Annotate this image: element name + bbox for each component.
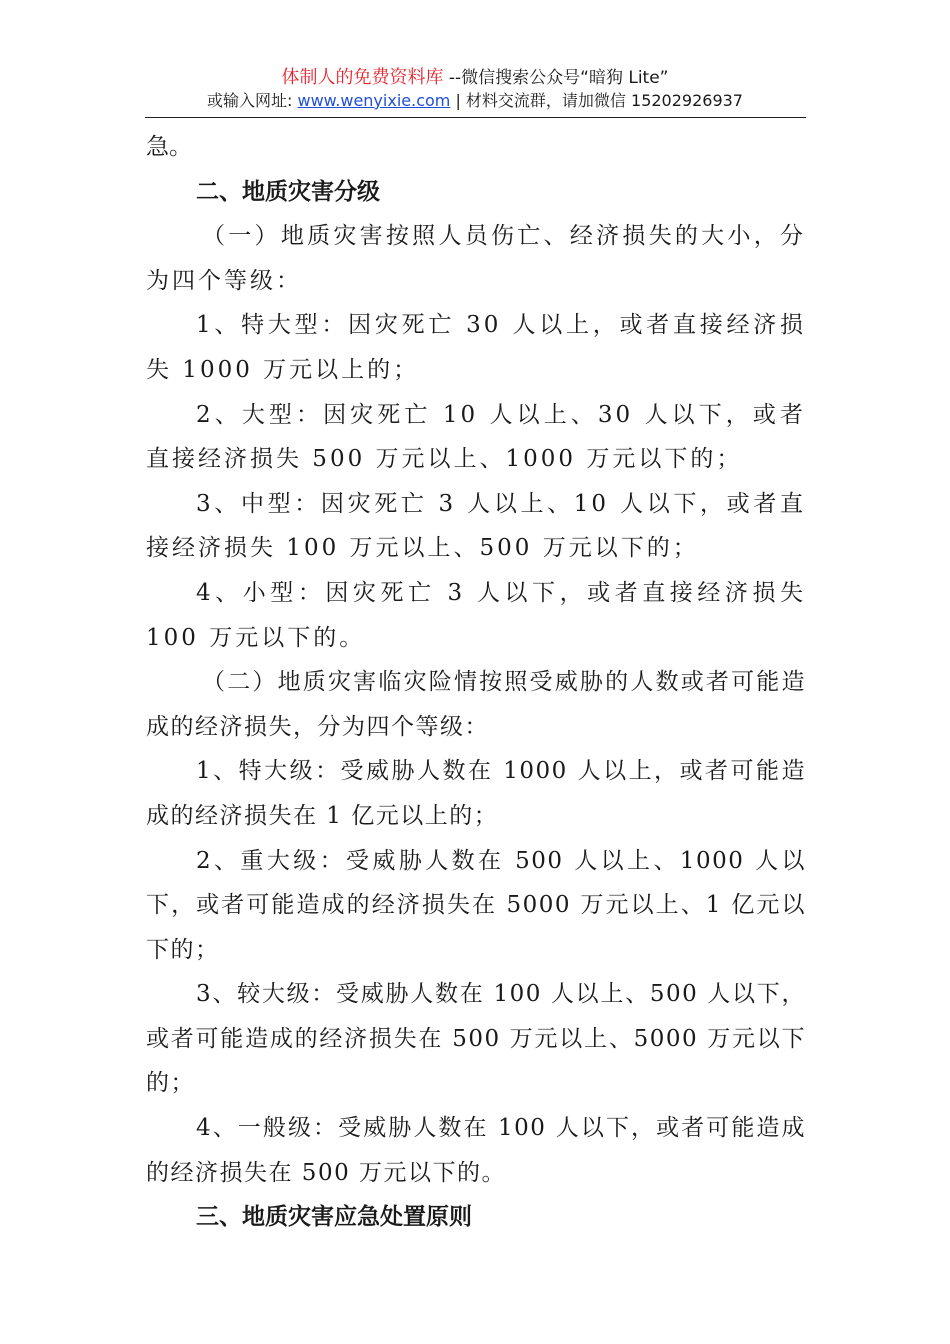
header-tagline: --微信搜索公众号“暗狗 Lite”: [443, 68, 669, 88]
list-item-grade-3: 3、中型：因灾死亡 3 人以上、10 人以下，或者直接经济损失 100 万元以上、500 万元以下的；: [146, 490, 806, 562]
list-item-level-4: 4、一般级：受威胁人数在 100 人以下，或者可能造成的经济损失在 500 万元以下的。: [146, 1115, 806, 1186]
header-divider: [145, 117, 806, 118]
list-item-level-3: 3、较大级：受威胁人数在 100 人以上、500 人以下，或者可能造成的经济损失在 500 万元以上、5000 万元以下的；: [146, 981, 806, 1097]
page-header: [145, 66, 805, 112]
brand-name: 体制人的免费资料库: [281, 67, 444, 88]
paragraph-subsection-1: （一）地质灾害按照人员伤亡、经济损失的大小，分为四个等级：: [146, 223, 806, 294]
contact-info: 材料交流群，请加微信 15202926937: [465, 91, 743, 110]
section-heading-2: 二、地质灾害分级: [196, 178, 380, 205]
list-item-grade-4: 4、小型：因灾死亡 3 人以下，或者直接经济损失 100 万元以下的。: [146, 579, 806, 651]
header-separator: |: [450, 91, 466, 110]
list-item-level-2: 2、重大级：受威胁人数在 500 人以上、1000 人以下，或者可能造成的经济损失在 5000 万元以上、1 亿元以下的；: [146, 847, 806, 963]
list-item-level-1: 1、特大级：受威胁人数在 1000 人以上，或者可能造成的经济损失在 1 亿元以上的；: [146, 758, 806, 829]
paragraph-subsection-2: （二）地质灾害临灾险情按照受威胁的人数或者可能造成的经济损失，分为四个等级：: [146, 669, 806, 740]
list-item-grade-2: 2、大型：因灾死亡 10 人以上、30 人以下，或者直接经济损失 500 万元以上、1000 万元以下的；: [146, 401, 806, 473]
header-contact-line: [145, 90, 805, 112]
section-heading-3: 三、地质灾害应急处置原则: [196, 1204, 472, 1231]
document-body: [146, 125, 806, 1240]
url-prefix: 或输入网址:: [207, 91, 298, 110]
paragraph-continuation: 急。: [146, 134, 192, 160]
header-title-line: [145, 66, 805, 90]
website-link[interactable]: www.wenyixie.com: [297, 91, 451, 110]
list-item-grade-1: 1、特大型：因灾死亡 30 人以上，或者直接经济损失 1000 万元以上的；: [146, 312, 806, 383]
